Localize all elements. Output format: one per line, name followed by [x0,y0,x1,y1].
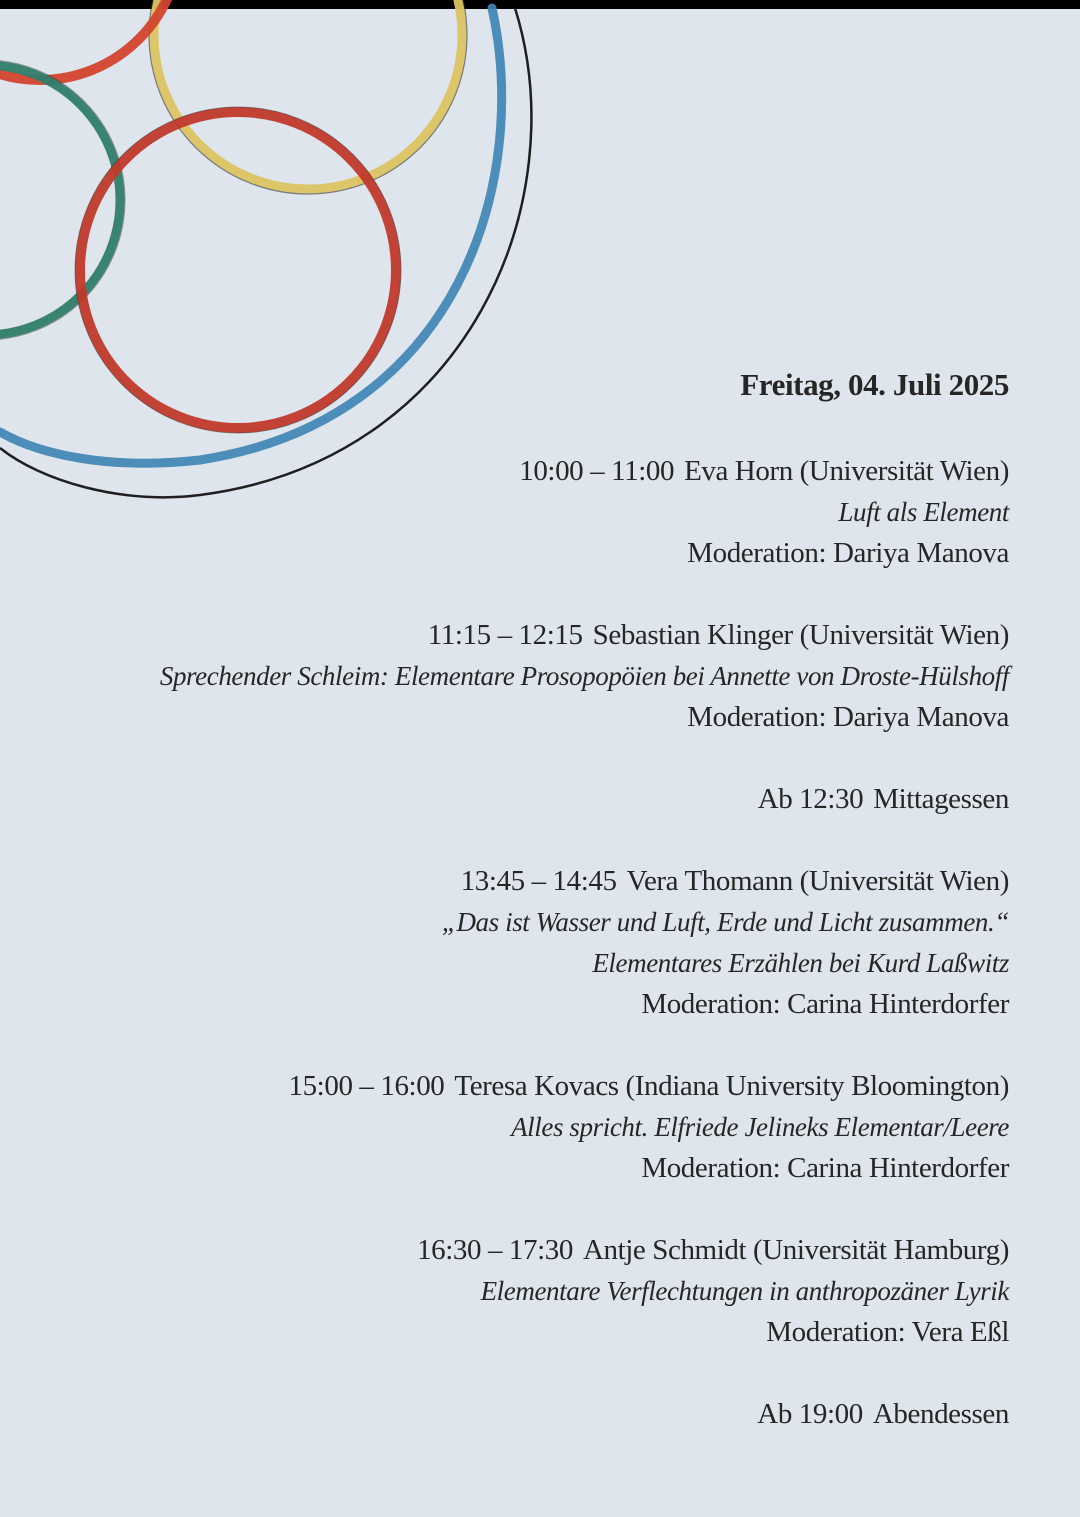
session-title: „Das ist Wasser und Luft, Erde und Licht zusammen.“ [441,907,1009,937]
session-title: Elementare Verflechtungen in anthropozäner Lyrik [480,1276,1009,1306]
program-list [69,360,1009,1435]
session-time: 11:15 – 12:15 [427,619,583,651]
break-label: Mittagessen [873,783,1009,815]
session-subtitle: Elementares Erzählen bei Kurd Laßwitz [592,948,1009,978]
session-moderation: Moderation: Dariya Manova [687,537,1009,569]
session-speaker: Teresa Kovacs (Indiana University Bloomington) [454,1070,1009,1102]
session-header [69,1066,1009,1107]
lunch-break [69,779,1009,820]
break-label: Abendessen [872,1398,1009,1430]
break-time: Ab 12:30 [757,783,864,815]
session-moderation: Moderation: Dariya Manova [687,701,1009,733]
session-time: 10:00 – 11:00 [519,455,675,487]
session-2 [69,615,1009,738]
session-3 [69,861,1009,1025]
session-1 [69,451,1009,574]
green-ring [0,65,120,335]
dinner-break [69,1394,1009,1435]
session-speaker: Eva Horn (Universität Wien) [684,455,1009,487]
session-moderation: Moderation: Carina Hinterdorfer [641,1152,1009,1184]
session-moderation: Moderation: Carina Hinterdorfer [641,988,1009,1020]
session-time: 16:30 – 17:30 [417,1234,573,1266]
session-4 [69,1066,1009,1189]
day-heading: Freitag, 04. Juli 2025 [740,367,1009,402]
session-header [69,861,1009,902]
session-header [69,451,1009,492]
yellow-ring [154,0,462,189]
session-time: 15:00 – 16:00 [288,1070,445,1102]
session-speaker: Sebastian Klinger (Universität Wien) [592,619,1009,651]
session-header [69,615,1009,656]
session-time: 13:45 – 14:45 [460,865,617,897]
session-title: Sprechender Schleim: Elementare Prosopopöien bei Annette von Droste-Hülshoff [159,661,1009,691]
session-5 [69,1230,1009,1353]
session-moderation: Moderation: Vera Eßl [766,1316,1009,1348]
session-title: Alles spricht. Elfriede Jelineks Elementar/Leere [511,1112,1009,1142]
session-title: Luft als Element [838,497,1009,527]
session-speaker: Antje Schmidt (Universität Hamburg) [582,1234,1009,1266]
break-time: Ab 19:00 [757,1398,863,1430]
session-speaker: Vera Thomann (Universität Wien) [626,865,1009,897]
session-header [69,1230,1009,1271]
